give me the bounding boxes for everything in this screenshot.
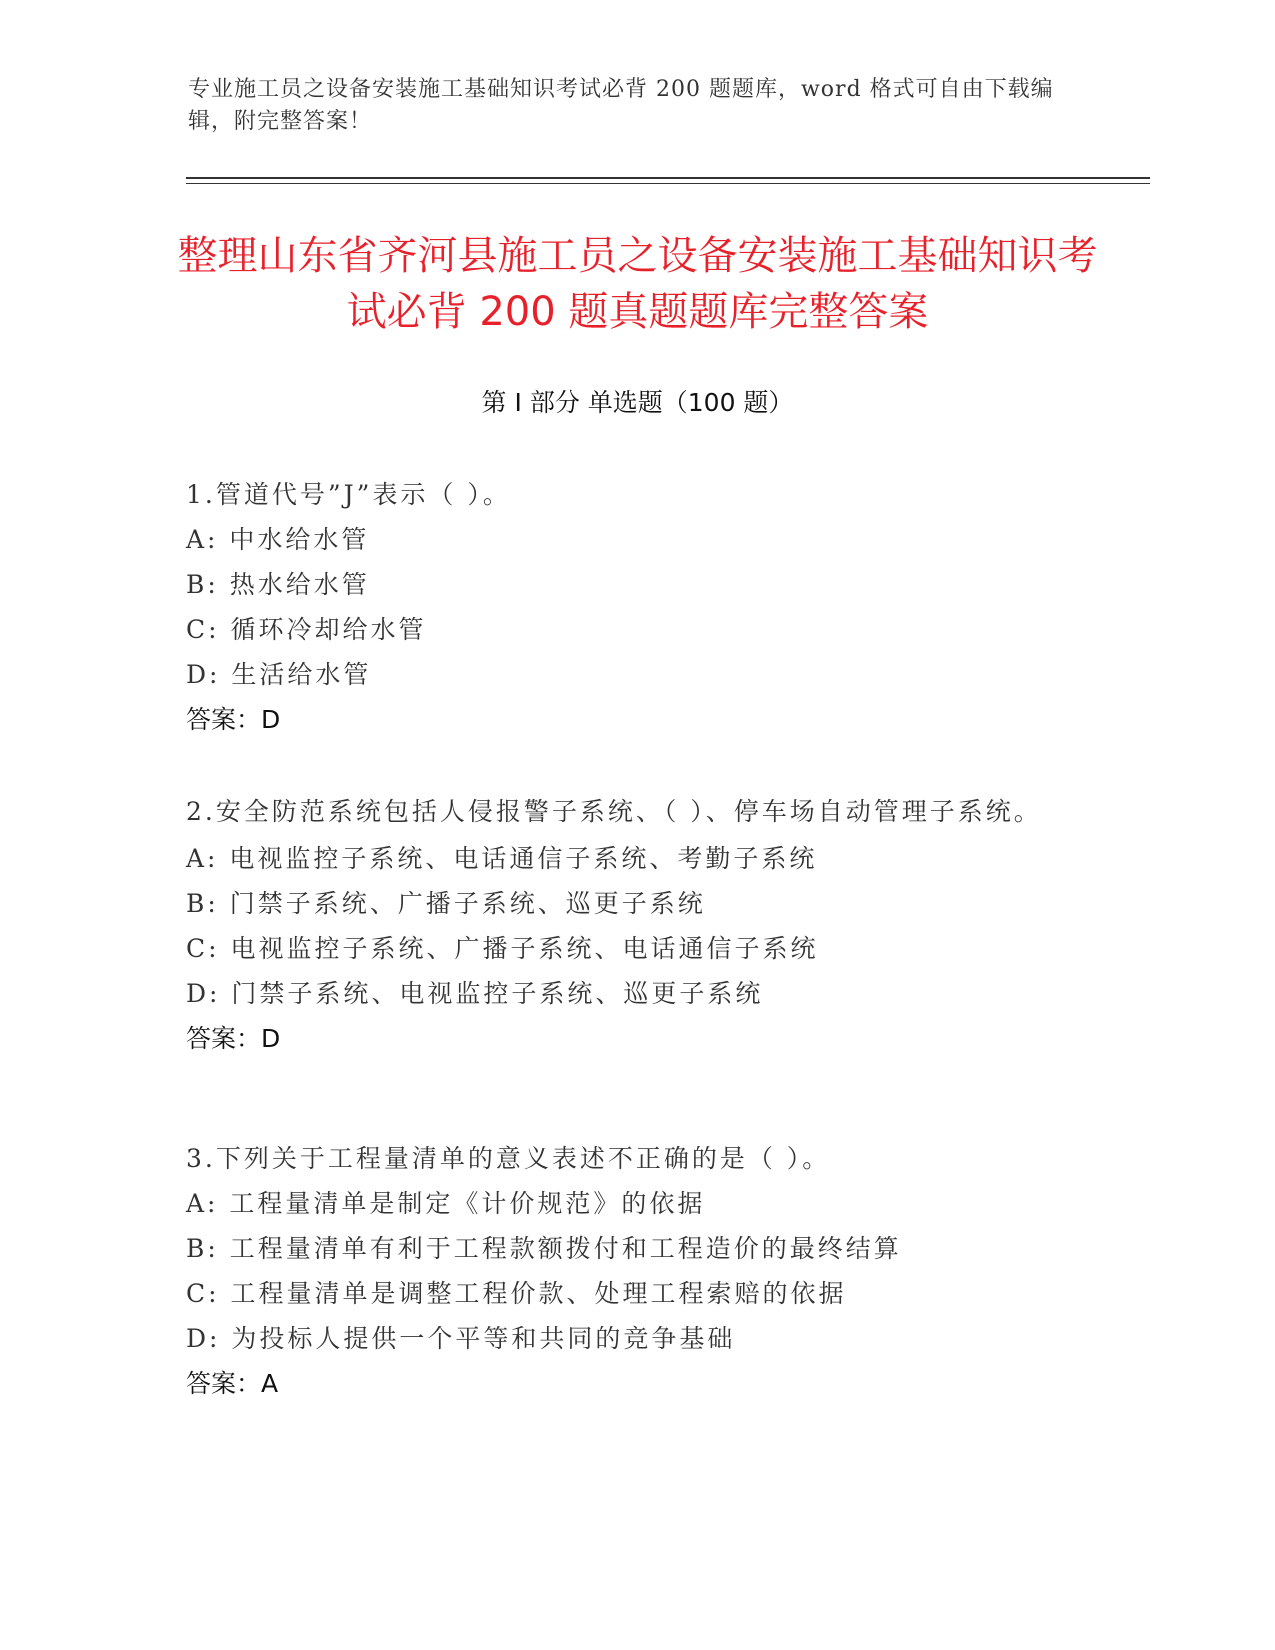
header-note: 专业施工员之设备安装施工基础知识考试必背 200 题题库，word 格式可自由下载编辑，附完整答案！ — [188, 77, 1054, 134]
answer: 答案：D — [186, 1024, 281, 1053]
option-c: C: 循环冷却给水管 — [186, 615, 427, 644]
question-2 — [186, 788, 1086, 1062]
document-title: 整理山东省齐河县施工员之设备安装施工基础知识考试必背 200 题真题题库完整答案 — [177, 233, 1098, 335]
option-b: B: 热水给水管 — [186, 570, 370, 599]
option-c: C: 工程量清单是调整工程价款、处理工程索赔的依据 — [186, 1279, 847, 1308]
question-3 — [186, 1136, 1086, 1407]
option-d: D: 为投标人提供一个平等和共同的竞争基础 — [186, 1324, 736, 1353]
option-d: D: 门禁子系统、电视监控子系统、巡更子系统 — [186, 979, 764, 1008]
option-b: B: 门禁子系统、广播子系统、巡更子系统 — [186, 889, 706, 918]
question-stem: 1.管道代号”J”表示（ ）。 — [186, 480, 511, 509]
answer: 答案：D — [186, 705, 281, 734]
question-stem: 2.安全防范系统包括人侵报警子系统、（ ）、停车场自动管理子系统。 — [186, 797, 1042, 826]
option-c: C: 电视监控子系统、广播子系统、电话通信子系统 — [186, 934, 819, 963]
question-1 — [186, 472, 1086, 743]
option-a: A: 中水给水管 — [186, 525, 370, 554]
header-divider-thick — [186, 177, 1150, 179]
option-a: A: 电视监控子系统、电话通信子系统、考勤子系统 — [186, 844, 818, 873]
header-divider-thin — [186, 183, 1150, 184]
option-b: B: 工程量清单有利于工程款额拨付和工程造价的最终结算 — [186, 1234, 902, 1263]
option-a: A: 工程量清单是制定《计价规范》的依据 — [186, 1189, 706, 1218]
option-d: D: 生活给水管 — [186, 660, 372, 689]
answer: 答案：A — [186, 1369, 279, 1398]
question-stem: 3.下列关于工程量清单的意义表述不正确的是（ ）。 — [186, 1144, 831, 1173]
section-title: 第 I 部分 单选题（100 题） — [481, 388, 794, 417]
